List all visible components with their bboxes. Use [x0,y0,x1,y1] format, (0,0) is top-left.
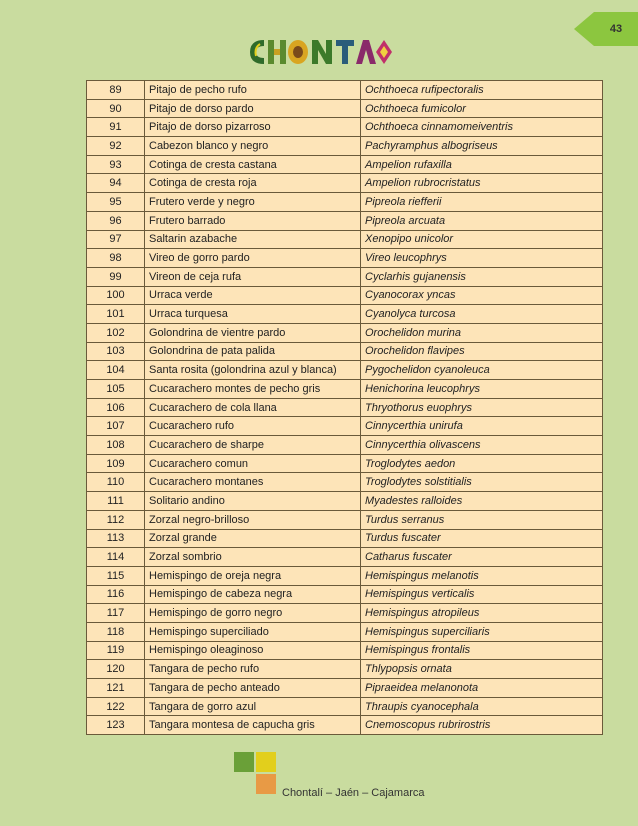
scientific-name: Hemispingus verticalis [361,585,603,604]
logo-mosaic-icon [246,36,396,68]
common-name: Cucarachero comun [145,454,361,473]
common-name: Zorzal sombrio [145,548,361,567]
common-name: Cucarachero rufo [145,417,361,436]
row-number: 111 [87,492,145,511]
scientific-name: Henichorina leucophrys [361,380,603,399]
scientific-name: Pipreola arcuata [361,211,603,230]
common-name: Hemispingo de oreja negra [145,566,361,585]
row-number: 103 [87,342,145,361]
common-name: Hemispingo de cabeza negra [145,585,361,604]
table-row [87,697,603,716]
common-name: Urraca turquesa [145,305,361,324]
row-number: 107 [87,417,145,436]
scientific-name: Thlypopsis ornata [361,660,603,679]
scientific-name: Vireo leucophrys [361,249,603,268]
scientific-name: Orochelidon flavipes [361,342,603,361]
table-row [87,305,603,324]
table-row [87,454,603,473]
common-name: Vireon de ceja rufa [145,267,361,286]
common-name: Cotinga de cresta roja [145,174,361,193]
table-row [87,249,603,268]
row-number: 114 [87,548,145,567]
table-row [87,660,603,679]
row-number: 109 [87,454,145,473]
scientific-name: Cnemoscopus rubrirostris [361,716,603,735]
table-row [87,510,603,529]
row-number: 97 [87,230,145,249]
table-row [87,641,603,660]
row-number: 89 [87,81,145,100]
scientific-name: Thryothorus euophrys [361,398,603,417]
species-table [86,80,602,735]
footer-location: Chontalí – Jaén – Cajamarca [282,787,425,799]
scientific-name: Pipreola riefferii [361,193,603,212]
scientific-name: Turdus serranus [361,510,603,529]
row-number: 116 [87,585,145,604]
scientific-name: Cinnycerthia unirufa [361,417,603,436]
row-number: 117 [87,604,145,623]
table-row [87,81,603,100]
common-name: Golondrina de vientre pardo [145,323,361,342]
square-dark-green [234,752,254,772]
row-number: 104 [87,361,145,380]
common-name: Frutero verde y negro [145,193,361,212]
row-number: 102 [87,323,145,342]
row-number: 115 [87,566,145,585]
scientific-name: Troglodytes aedon [361,454,603,473]
scientific-name: Pipraeidea melanonota [361,679,603,698]
common-name: Saltarin azabache [145,230,361,249]
row-number: 91 [87,118,145,137]
table-row [87,155,603,174]
table-row [87,118,603,137]
footer-squares [234,752,276,798]
row-number: 100 [87,286,145,305]
scientific-name: Cyclarhis gujanensis [361,267,603,286]
scientific-name: Pachyramphus albogriseus [361,137,603,156]
scientific-name: Hemispingus frontalis [361,641,603,660]
common-name: Tangara montesa de capucha gris [145,716,361,735]
table-row [87,211,603,230]
row-number: 99 [87,267,145,286]
scientific-name: Hemispingus superciliaris [361,622,603,641]
scientific-name: Pygochelidon cyanoleuca [361,361,603,380]
table-row [87,604,603,623]
common-name: Urraca verde [145,286,361,305]
page-number-tab [574,12,638,46]
scientific-name: Cyanolyca turcosa [361,305,603,324]
common-name: Hemispingo de gorro negro [145,604,361,623]
table-row [87,585,603,604]
table-row [87,417,603,436]
scientific-name: Cyanocorax yncas [361,286,603,305]
row-number: 106 [87,398,145,417]
square-yellow [256,752,276,772]
row-number: 105 [87,380,145,399]
common-name: Frutero barrado [145,211,361,230]
common-name: Tangara de pecho rufo [145,660,361,679]
common-name: Golondrina de pata palida [145,342,361,361]
scientific-name: Orochelidon murina [361,323,603,342]
table-row [87,436,603,455]
table-row [87,99,603,118]
chontali-logo [246,36,396,68]
row-number: 92 [87,137,145,156]
common-name: Santa rosita (golondrina azul y blanca) [145,361,361,380]
table-row [87,473,603,492]
common-name: Solitario andino [145,492,361,511]
table-row [87,716,603,735]
scientific-name: Myadestes ralloides [361,492,603,511]
scientific-name: Ampelion rufaxilla [361,155,603,174]
row-number: 113 [87,529,145,548]
common-name: Zorzal grande [145,529,361,548]
common-name: Cucarachero de sharpe [145,436,361,455]
table-row [87,230,603,249]
table-row [87,286,603,305]
table-row [87,548,603,567]
row-number: 112 [87,510,145,529]
scientific-name: Ochthoeca cinnamomeiventris [361,118,603,137]
scientific-name: Turdus fuscater [361,529,603,548]
common-name: Cucarachero montes de pecho gris [145,380,361,399]
common-name: Tangara de gorro azul [145,697,361,716]
common-name: Cotinga de cresta castana [145,155,361,174]
scientific-name: Troglodytes solstitialis [361,473,603,492]
table-row [87,137,603,156]
scientific-name: Thraupis cyanocephala [361,697,603,716]
table-row [87,566,603,585]
common-name: Pitajo de dorso pizarroso [145,118,361,137]
row-number: 93 [87,155,145,174]
row-number: 108 [87,436,145,455]
common-name: Cucarachero de cola llana [145,398,361,417]
table-row [87,492,603,511]
row-number: 110 [87,473,145,492]
table-row [87,267,603,286]
common-name: Cabezon blanco y negro [145,137,361,156]
row-number: 121 [87,679,145,698]
table-row [87,529,603,548]
common-name: Cucarachero montanes [145,473,361,492]
common-name: Pitajo de pecho rufo [145,81,361,100]
row-number: 94 [87,174,145,193]
table-row [87,323,603,342]
table-row [87,380,603,399]
row-number: 101 [87,305,145,324]
scientific-name: Ochthoeca rufipectoralis [361,81,603,100]
common-name: Vireo de gorro pardo [145,249,361,268]
common-name: Hemispingo superciliado [145,622,361,641]
scientific-name: Cinnycerthia olivascens [361,436,603,455]
page-number: 43 [609,23,623,35]
square-orange [256,774,276,794]
row-number: 90 [87,99,145,118]
scientific-name: Hemispingus melanotis [361,566,603,585]
common-name: Zorzal negro-brilloso [145,510,361,529]
scientific-name: Catharus fuscater [361,548,603,567]
row-number: 123 [87,716,145,735]
table-row [87,398,603,417]
common-name: Pitajo de dorso pardo [145,99,361,118]
row-number: 95 [87,193,145,212]
table-row [87,679,603,698]
table-row [87,193,603,212]
table-row [87,342,603,361]
row-number: 96 [87,211,145,230]
row-number: 98 [87,249,145,268]
scientific-name: Xenopipo unicolor [361,230,603,249]
table-row [87,361,603,380]
scientific-name: Ampelion rubrocristatus [361,174,603,193]
common-name: Hemispingo oleaginoso [145,641,361,660]
table-row [87,622,603,641]
common-name: Tangara de pecho anteado [145,679,361,698]
row-number: 119 [87,641,145,660]
scientific-name: Hemispingus atropileus [361,604,603,623]
row-number: 118 [87,622,145,641]
table-row [87,174,603,193]
row-number: 122 [87,697,145,716]
row-number: 120 [87,660,145,679]
scientific-name: Ochthoeca fumicolor [361,99,603,118]
